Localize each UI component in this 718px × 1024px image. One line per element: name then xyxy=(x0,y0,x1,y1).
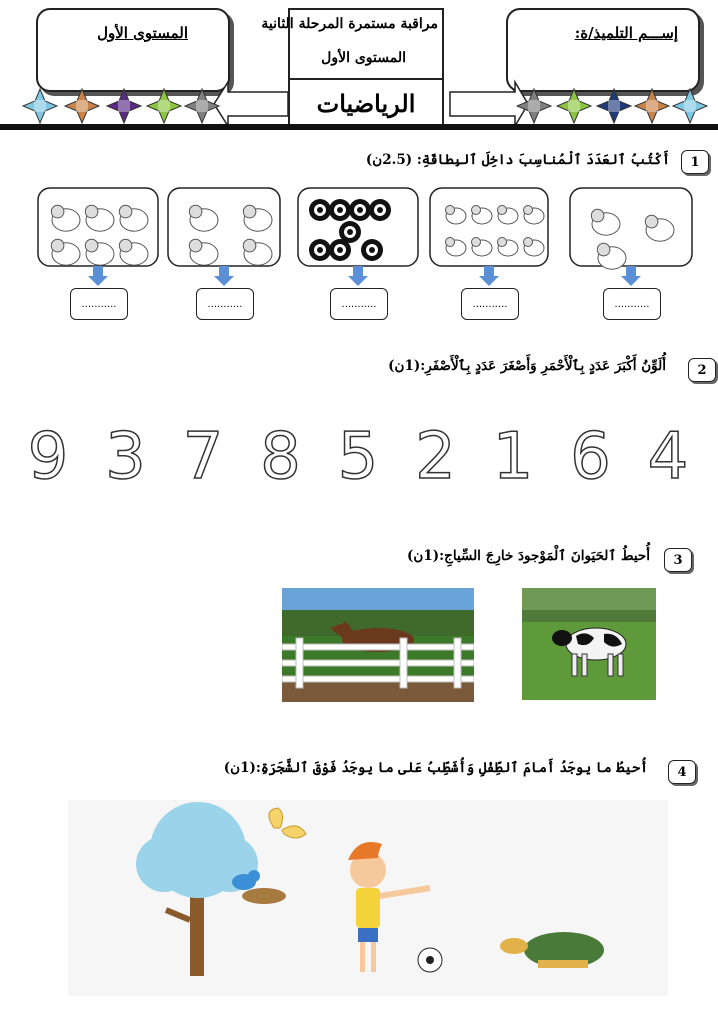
exam-level: المستوى الأول xyxy=(321,50,406,66)
down-arrow-icon xyxy=(93,266,103,276)
decorative-star-icon xyxy=(107,89,141,123)
outlined-digit[interactable]: 6 xyxy=(570,420,611,494)
question-4-text: أُحيطُ ما يوجَدُ أَمامَ ٱلطِّفْلِ وَأُشَطِّبُ عَلى ما يوجَدُ فَوْقَ ٱلشَّجَرَةِ:(1ن) xyxy=(223,760,648,776)
question-3-number: 3 xyxy=(664,548,692,572)
header-decoration xyxy=(0,0,718,130)
decorative-star-icon xyxy=(597,89,631,123)
answer-box[interactable]: ........... xyxy=(603,288,661,320)
outlined-digit[interactable]: 8 xyxy=(260,420,301,494)
outlined-digit[interactable]: 9 xyxy=(27,420,69,494)
exam-title: مراقبة مستمرة المرحلة الثانية xyxy=(261,16,438,32)
outlined-digit[interactable]: 1 xyxy=(492,420,534,494)
decorative-star-icon xyxy=(147,89,181,123)
counting-card xyxy=(168,188,280,266)
question-1-cards xyxy=(0,180,718,360)
left-arrow-icon xyxy=(214,82,288,126)
down-arrow-icon xyxy=(626,266,636,276)
question-1-number: 1 xyxy=(681,150,709,174)
decorative-star-icon xyxy=(635,89,669,123)
decorative-star-icon xyxy=(65,89,99,123)
counting-card xyxy=(430,188,548,266)
decorative-star-icon xyxy=(23,89,57,123)
outlined-digit[interactable]: 3 xyxy=(105,420,146,494)
decorative-star-icon xyxy=(557,89,591,123)
outlined-digit[interactable]: 2 xyxy=(415,420,456,494)
question-2-number: 2 xyxy=(688,358,716,382)
question-1-text: أَكْتُبُ ٱلعَدَدَ ٱلْمُناسِبَ داخِلَ ٱلبِطاقَةِ: (2.5ن) xyxy=(365,152,670,168)
answer-box[interactable]: ........... xyxy=(330,288,388,320)
down-arrow-icon xyxy=(219,266,229,276)
answer-box[interactable]: ........... xyxy=(70,288,128,320)
digit-row xyxy=(18,420,698,495)
student-name-label: إســـم التلميذ/ة: xyxy=(574,24,678,42)
question-4-number: 4 xyxy=(668,760,696,784)
down-arrow-icon xyxy=(484,266,494,276)
horse-fence-photo[interactable] xyxy=(282,588,474,702)
counting-card xyxy=(38,188,158,266)
outlined-digit[interactable]: 4 xyxy=(647,420,689,494)
subject-title: الرياضيات xyxy=(316,88,416,118)
counting-card xyxy=(570,188,692,269)
question-2-text: أُلَوِّنُ أَكْبَرَ عَدَدٍ بِٱلْأَحْمَرِ وَأَصْغَرَ عَدَدٍ بِٱلْأَصْفَرِ:(1ن) xyxy=(388,358,666,374)
decorative-star-icon xyxy=(185,89,219,123)
answer-box[interactable]: ........... xyxy=(196,288,254,320)
outlined-digit[interactable]: 7 xyxy=(182,420,224,494)
decorative-star-icon xyxy=(673,89,707,123)
cow-photo[interactable] xyxy=(522,588,656,700)
soccer-ball-icon xyxy=(418,948,442,972)
level-label: المستوى الأول xyxy=(97,24,188,42)
down-arrow-icon xyxy=(353,266,363,276)
outlined-digit[interactable]: 5 xyxy=(337,420,379,494)
counting-card xyxy=(298,188,418,266)
right-arrow-icon xyxy=(450,82,528,126)
question-3-text: أُحيطُ ٱلحَيَوانَ ٱلْمَوْجودَ خارِجَ السِّياجِ:(1ن) xyxy=(407,548,650,564)
answer-box[interactable]: ........... xyxy=(461,288,519,320)
scene-illustration xyxy=(68,800,668,996)
